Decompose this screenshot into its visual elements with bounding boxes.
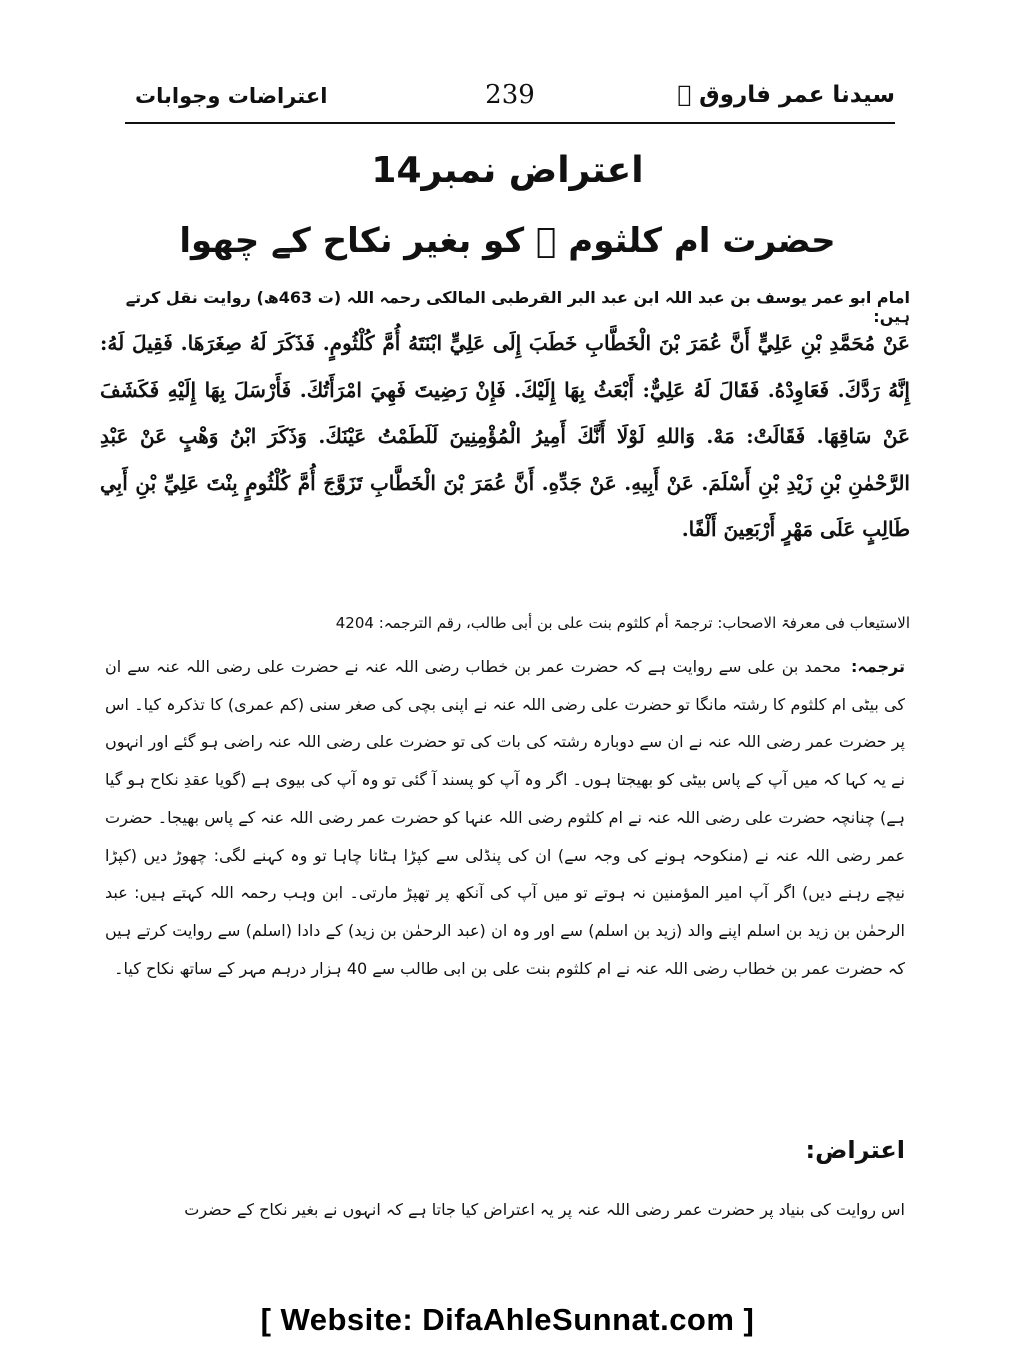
page-number: 239 xyxy=(485,80,535,110)
header-book-title: سیدنا عمر فاروق ﷛ xyxy=(677,82,895,108)
translation-text: محمد بن علی سے روایت ہے کہ حضرت عمر بن خطاب رضی اللہ عنہ نے حضرت علی رضی اللہ عنہ سے ان کی بیٹی ام کلثوم کا رشتہ مانگا تو حضرت علی رضی اللہ عنہ نے اپنی بچی کی صغر سنی (کم عمری) کا تذکرہ کیا۔ اس پر حضرت عمر رضی اللہ عنہ نے ان سے دوبارہ رشتہ کی بات کی تو حضرت علی رضی اللہ عنہ راضی ہو گئے اور انہوں نے یہ کہا کہ میں آپ کے پاس بیٹی کو بھیجتا ہوں۔ اگر وہ آپ کو پسند آ گئی تو وہ آپ کی بیوی ہے (گویا عقدِ نکاح ہو گیا ہے) چنانچہ حضرت علی رضی اللہ عنہ نے ام کلثوم رضی اللہ عنہا کو حضرت عمر رضی اللہ عنہ کے پاس بھیجا۔ حضرت عمر رضی اللہ عنہ نے (منکوحہ ہونے کی وجہ سے) ان کی پنڈلی سے کپڑا ہٹانا چاہا تو وہ کہنے لگی: چھوڑ دیں (کپڑا نیچے رہنے دیں) اگر آپ امیر المؤمنین نہ ہوتے تو میں آپ کی آنکھ پر تھپڑ مارتی۔ ابن وہب رحمہ اللہ کہتے ہیں: عبد الرحمٰن بن زید بن اسلم اپنے والد (زید بن اسلم) سے اور وہ ان (عبد الرحمٰن بن زید) کے دادا (اسلم) سے روایت کرتے ہیں کہ حضرت عمر بن خطاب رضی اللہ عنہ نے ام کلثوم بنت علی بن ابی طالب سے 40 ہزار درہم مہر کے ساتھ نکاح کیا۔ xyxy=(105,657,905,978)
arabic-narration: عَنْ مُحَمَّدِ بْنِ عَلِيٍّ أَنَّ عُمَرَ بْنَ الْخَطَّابِ خَطَبَ إِلَى عَلِيٍّ ابْنَتَهُ أُمَّ كُلْثُومٍ. فَذَكَرَ لَهُ صِغَرَهَا. فَقِيلَ لَهُ: إِنَّهُ رَدَّكَ. فَعَاوِدْهُ. فَقَالَ لَهُ عَلِيٌّ: أَبْعَثُ بِهَا إِلَيْكَ. فَإِنْ رَضِيتَ فَهِيَ امْرَأَتُكَ. فَأَرْسَلَ بِهَا إِلَيْهِ فَكَشَفَ عَنْ سَاقِهَا. فَقَالَتْ: مَهْ. وَاللهِ لَوْلَا أَنَّكَ أَمِيرُ الْمُؤْمِنِينَ لَلَطَمْتُ عَيْنَكَ. وَذَكَرَ ابْنُ وَهْبٍ عَنْ عَبْدِ الرَّحْمٰنِ بْنِ زَيْدِ بْنِ أَسْلَمَ. عَنْ أَبِيهِ. عَنْ جَدِّهِ. أَنَّ عُمَرَ بْنَ الْخَطَّابِ تَزَوَّجَ أُمَّ كُلْثُومٍ بِنْتَ عَلِيِّ بْنِ أَبِي طَالِبٍ عَلَى مَهْرٍ أَرْبَعِينَ أَلْفًا. xyxy=(100,331,910,541)
website-footer: [ Website: DifaAhleSunnat.com ] xyxy=(260,1302,755,1337)
objection-text: اس روایت کی بنیاد پر حضرت عمر رضی اللہ عنہ پر یہ اعتراض کیا جاتا ہے کہ انہوں نے بغیر نکاح کے حضرت xyxy=(184,1200,905,1219)
translation-paragraph xyxy=(105,648,905,987)
header-divider xyxy=(125,122,895,124)
source-reference: الاستیعاب فی معرفۃ الاصحاب: ترجمۃ أم کلثوم بنت علی بن أبی طالب، رقم الترجمہ: 4204 xyxy=(335,614,910,632)
objection-heading: اعتراض: xyxy=(805,1136,905,1164)
intro-line: امام ابو عمر یوسف بن عبد اللہ ابن عبد البر القرطبی المالکی رحمہ اللہ (ت 463ھ) روایت نقل کرتے ہیں: xyxy=(125,288,910,326)
objection-subtitle: حضرت ام کلثوم ﷞ کو بغیر نکاح کے چھوا xyxy=(179,221,836,261)
objection-number-title: اعتراض نمبر14 xyxy=(371,150,644,191)
translation-label: ترجمہ: xyxy=(851,657,905,676)
header-section-title: اعتراضات وجوابات xyxy=(135,84,328,108)
page-header xyxy=(125,78,895,122)
